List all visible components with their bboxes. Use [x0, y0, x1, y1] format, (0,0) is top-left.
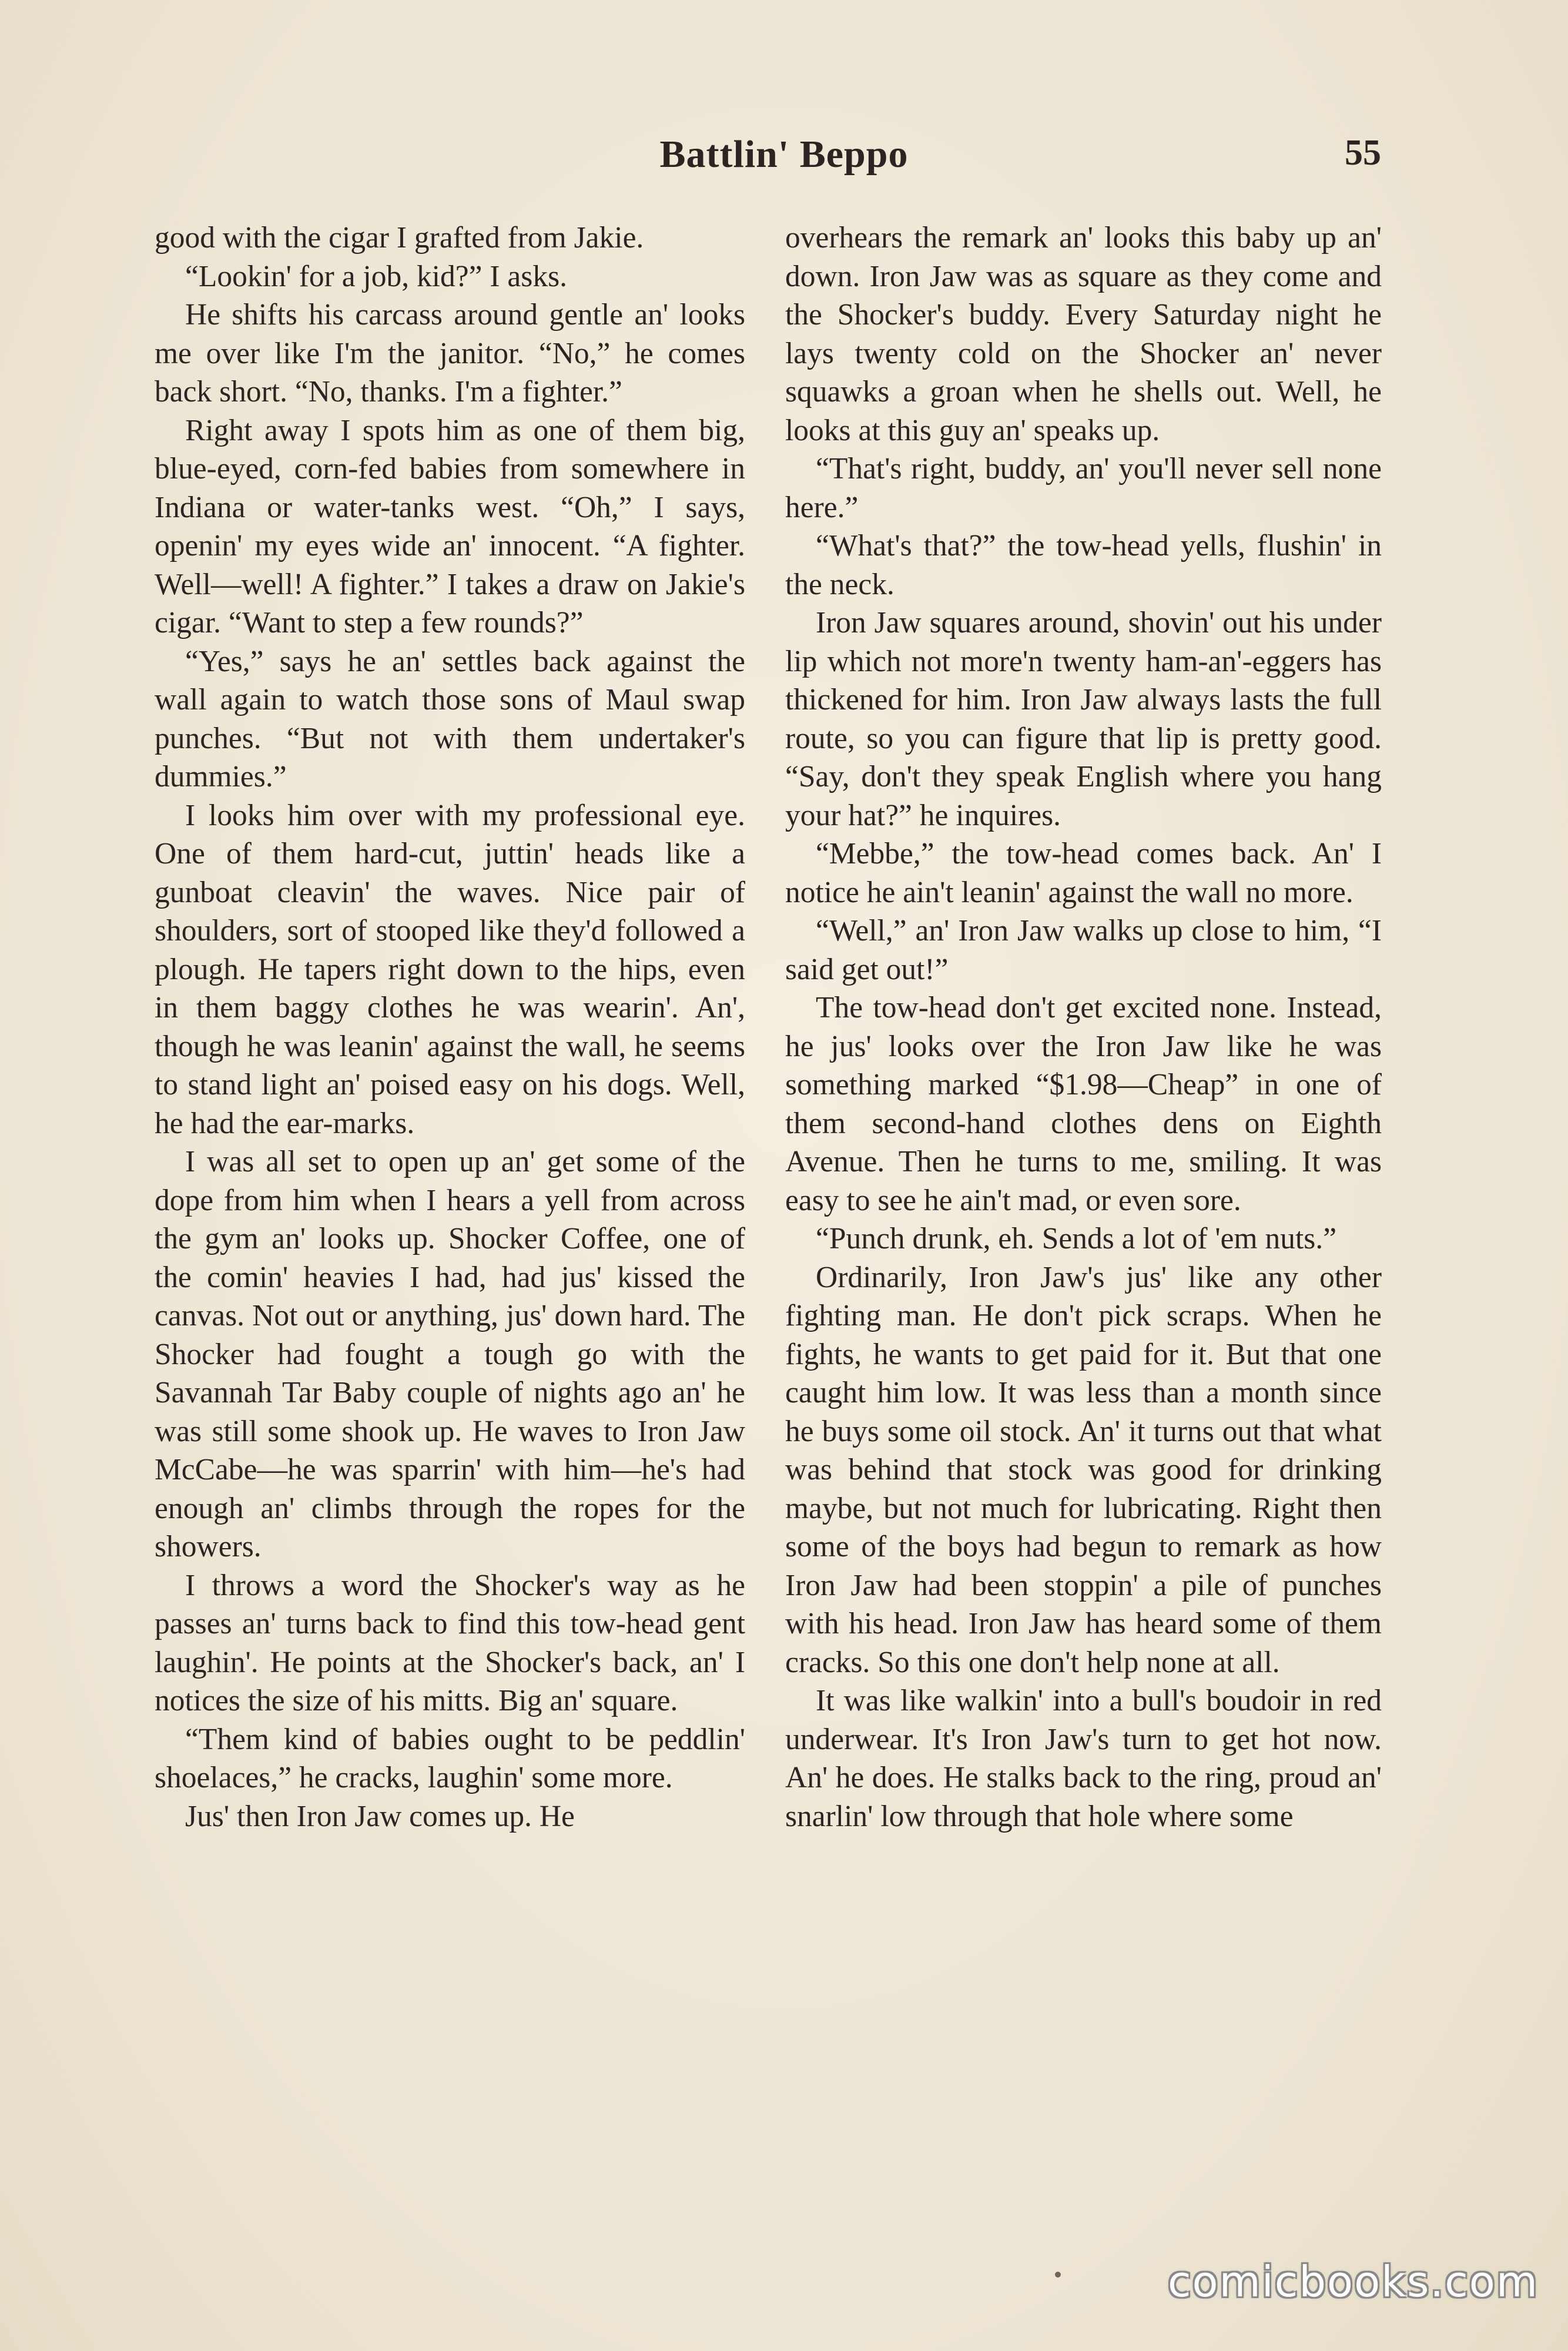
paragraph: He shifts his carcass around gentle an' looks me over like I'm the janitor. “No,” he comes back short. “No, thanks. I'm a fighter.”	[155, 298, 745, 408]
paragraph: Right away I spots him as one of them big, blue-eyed, corn-fed babies from somewhere in Indiana or water-tanks west. “Oh,” I says, openin' my eyes wide an' innocent. “A fighter. Well—well! A fighter.” I takes a draw on Jakie's cigar. “Want to step a few rounds?”	[155, 413, 745, 639]
paragraph: “Well,” an' Iron Jaw walks up close to him, “I said get out!”	[785, 914, 1382, 986]
paragraph: Ordinarily, Iron Jaw's jus' like any other fighting man. He don't pick scraps. When he fights, he wants to get paid for it. But that one caught him low. It was less than a month since he buys some oil stock. An' it turns out that what was behind that stock was good for drinking maybe, but not much for lubricating. Right then some of the boys had begun to remark as how Iron Jaw had been stoppin' a pile of punches with his head. Iron Jaw has heard some of them cracks. So this one don't help none at all.	[785, 1260, 1382, 1679]
paragraph: good with the cigar I grafted from Jakie.	[155, 221, 644, 254]
paragraph: “That's right, buddy, an' you'll never sell none here.”	[785, 452, 1382, 524]
paragraph: overhears the remark an' looks this baby up an' down. Iron Jaw was as square as they come and the Shocker's buddy. Every Saturday night he lays twenty cold on the Shocker an' never squawks a groan when he shells out. Well, he looks at this guy an' speaks up.	[785, 221, 1382, 447]
paragraph: I looks him over with my professional eye. One of them hard-cut, juttin' heads like a gunboat cleavin' the waves. Nice pair of shoulders, sort of stooped like they'd followed a plough. He tapers right down to the hips, even in them baggy clothes he was wearin'. An', though he was leanin' against the wall, he seems to stand light an' poised easy on his dogs. Well, he had the ear-marks.	[155, 798, 745, 1140]
page-header	[0, 132, 1568, 185]
paragraph: “Lookin' for a job, kid?” I asks.	[185, 259, 567, 293]
paragraph: It was like walkin' into a bull's boudoir in red underwear. It's Iron Jaw's turn to get hot now. An' he does. He stalks back to the ring, proud an' snarlin' low through that hole where some	[785, 1684, 1382, 1833]
paragraph: I throws a word the Shocker's way as he passes an' turns back to find this tow-head gent laughin'. He points at the Shocker's back, an' I notices the size of his mitts. Big an' square.	[155, 1568, 745, 1717]
paragraph: I was all set to open up an' get some of the dope from him when I hears a yell from across the gym an' looks up. Shocker Coffee, one of the comin' heavies I had, had jus' kissed the canvas. Not out or anything, jus' down hard. The Shocker had fought a tough go with the Savannah Tar Baby couple of nights ago an' he was still some shook up. He waves to Iron Jaw McCabe—he was sparrin' with him—he's had enough an' climbs through the ropes for the showers.	[155, 1145, 745, 1563]
paragraph: Iron Jaw squares around, shovin' out his under lip which not more'n twenty ham-an'-eggers has thickened for him. Iron Jaw always lasts the full route, so you can figure that lip is pretty good. “Say, don't they speak English where you hang your hat?” he inquires.	[785, 606, 1382, 832]
ink-speck	[1055, 2272, 1061, 2278]
paragraph: “Them kind of babies ought to be peddlin' shoelaces,” he cracks, laughin' some more.	[155, 1722, 745, 1794]
paragraph: Jus' then Iron Jaw comes up. He	[185, 1799, 575, 1833]
running-title: Battlin' Beppo	[659, 133, 909, 176]
left-column	[155, 219, 745, 1836]
paragraph: “Mebbe,” the tow-head comes back. An' I notice he ain't leanin' against the wall no more.	[785, 837, 1382, 909]
paragraph: “What's that?” the tow-head yells, flushin' in the neck.	[785, 529, 1382, 601]
paragraph: The tow-head don't get excited none. Instead, he jus' looks over the Iron Jaw like he was something marked “$1.98—Cheap” in one of them second-hand clothes dens on Eighth Avenue. Then he turns to me, smiling. It was easy to see he ain't mad, or even sore.	[785, 991, 1382, 1217]
paragraph: “Punch drunk, eh. Sends a lot of 'em nuts.”	[816, 1222, 1337, 1255]
watermark: comicbooks.com	[1167, 2257, 1539, 2306]
paragraph: “Yes,” says he an' settles back against the wall again to watch those sons of Maul swap punches. “But not with them undertaker's dummies.”	[155, 644, 745, 793]
right-column	[785, 219, 1382, 1836]
page-number: 55	[1345, 133, 1381, 173]
